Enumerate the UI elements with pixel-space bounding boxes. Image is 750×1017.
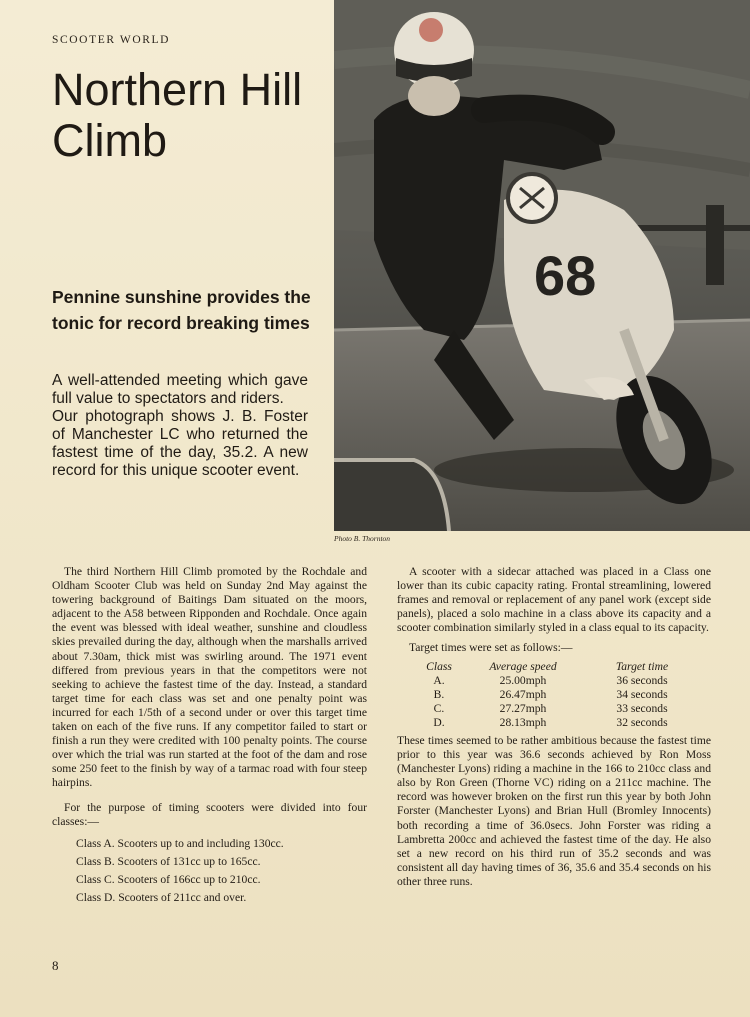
table-row — [419, 702, 697, 716]
article-subhead: Pennine sunshine provides the tonic for record breaking times — [52, 287, 311, 333]
table-cell: 33 seconds — [616, 701, 668, 715]
table-cell: 27.27mph — [499, 701, 547, 715]
article-title: Northern Hill Climb — [52, 64, 303, 166]
table-header-class: Class — [426, 659, 452, 673]
body-column-1 — [52, 565, 367, 909]
photo-credit: Photo B. Thornton — [334, 534, 391, 543]
table-cell: A. — [433, 673, 445, 687]
table-row — [419, 688, 697, 702]
class-list-item: Class C. Scooters of 166cc up to 210cc. — [76, 872, 261, 886]
body-paragraph: Target times were set as follows:— — [409, 641, 573, 655]
race-number-plate: 68 — [534, 244, 597, 307]
table-row — [419, 716, 697, 730]
table-cell: 36 seconds — [616, 673, 668, 687]
class-list-item: Class A. Scooters up to and including 130cc. — [76, 836, 284, 850]
body-paragraph: The third Northern Hill Climb promoted by the Rochdale and Oldham Scooter Club was held on Sunday 2nd May against the towering background of Baitings Dam situated on the moors, adjacent to the A58 between Ripponden and Rochdale. Once again the event was blessed with ideal weather, sunshine and cloudless skies prevailed during the day, although when the marshalls arrived about 7.30am, thick mist was swirling around. The 1971 event differed from previous years in that the competitors were not seeking to achieve the fastest time of the day. Instead, a standard target time for each class was set and one penalty point was incurred for each 1/5th of a second under or over this target time taken on each of the five runs. If any competitor failed to start or finish a run they were credited with 100 penalty points. The course over which the trial was run started at the foot of the dam and rose some 250 feet to the finish by way of a tarmac road with four steep hairpins. — [52, 565, 367, 790]
scooter-rider-illustration — [334, 0, 750, 531]
table-cell: 25.00mph — [499, 673, 547, 687]
race-photo — [334, 0, 750, 531]
body-paragraph: A scooter with a sidecar attached was placed in a Class one lower than its cubic capacity rating. Frontal streamlining, lowered frames and removal or replacement of any panel work (except side panels), placed a solo machine in a class above its capacity and a scooter combination similarly styled in a class equal to its capacity. — [397, 565, 711, 635]
magazine-kicker: SCOOTER WORLD — [52, 34, 171, 46]
table-header-row — [419, 660, 697, 674]
body-paragraph: These times seemed to be rather ambitious because the fastest time prior to this year was 36.6 seconds achieved by Ron Moss (Manchester Lyons) riding a machine in the 166 to 210cc class and also by Ron Green (Thorne VC) riding on a 211cc machine. The record was however broken on the first run this year by both John Forster (Manchester Lyons) and Brian Hull (Bromley Innocents) both recording a time of 36.0secs. John Forster was riding a Lambretta 200cc and achieved the fastest time of the day. He also set a new record on his third run of 35.2 seconds and was consistent all day having times of 36, 35.6 and 35.4 seconds on his other three runs. — [397, 733, 711, 888]
body-column-2 — [397, 565, 711, 889]
table-header-time: Target time — [615, 659, 669, 673]
standfirst-line-1: A well-attended meeting which gave full value to spectators and riders. — [52, 372, 308, 407]
table-cell: 32 seconds — [616, 715, 668, 729]
table-cell: 28.13mph — [499, 715, 547, 729]
table-cell: D. — [433, 715, 445, 729]
page-number: 8 — [52, 958, 59, 973]
table-row — [419, 674, 697, 688]
standfirst-line-2: Our photograph shows J. B. Foster of Manchester LC who returned the fastest time of the day, 35.2. A new record for this unique scooter event. — [52, 408, 308, 479]
table-cell: B. — [433, 687, 445, 701]
table-cell: C. — [433, 701, 445, 715]
standfirst — [52, 372, 308, 480]
class-list — [76, 837, 367, 905]
body-paragraph: For the purpose of timing scooters were divided into four classes:— — [52, 800, 367, 828]
target-times-table — [419, 660, 697, 730]
table-cell: 26.47mph — [499, 687, 547, 701]
table-header-speed: Average speed — [489, 659, 557, 673]
class-list-item: Class D. Scooters of 211cc and over. — [76, 890, 247, 904]
table-cell: 34 seconds — [616, 687, 668, 701]
class-list-item: Class B. Scooters of 131cc up to 165cc. — [76, 854, 261, 868]
